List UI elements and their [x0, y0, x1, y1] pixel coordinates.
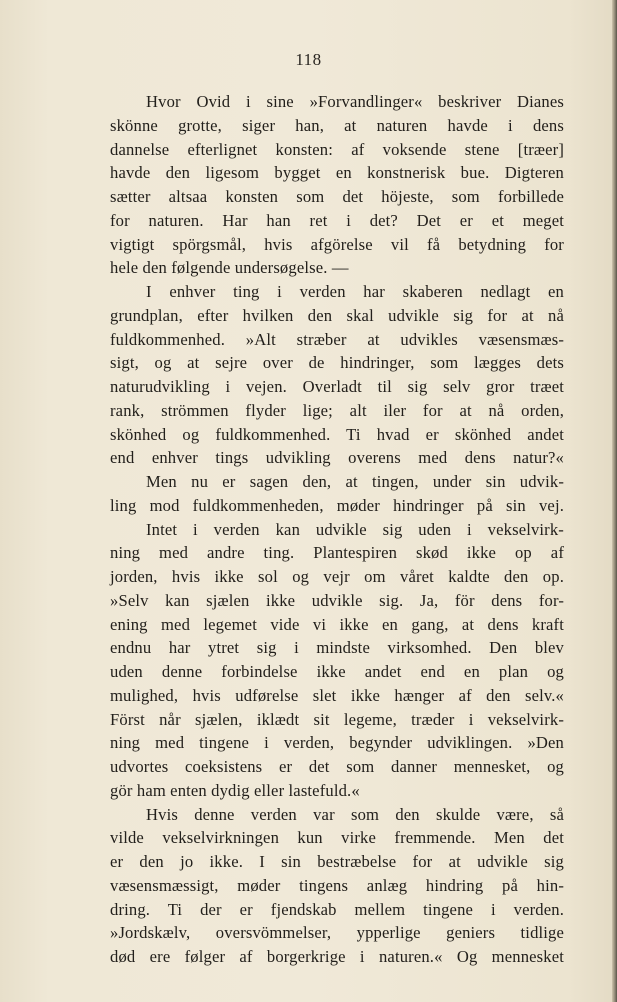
text-line: ling mod fuldkommenheden, møder hindringer på sin vej.: [110, 495, 564, 515]
text-line: Intet i verden kan udvikle sig uden i vekselvirk-: [146, 519, 564, 539]
text-line: vigtigt spörgsmål, hvis afgörelse vil få betydning for: [110, 234, 564, 254]
text-line: for naturen. Har han ret i det? Det er et meget: [110, 210, 564, 230]
text-line: ning med tingene i verden, begynder udviklingen. »Den: [110, 733, 564, 753]
text-line: ening med legemet vide vi ikke en gang, at dens kraft: [110, 614, 564, 634]
text-line: havde den ligesom bygget en konstnerisk bue. Digteren: [110, 163, 564, 183]
page-edge: [612, 0, 617, 1002]
text-line: sigt, og at sejre over de hindringer, som lægges dets: [110, 353, 564, 373]
text-line: skönne grotte, siger han, at naturen havde i dens: [110, 115, 564, 135]
text-line: I enhver ting i verden har skaberen nedlagt en: [146, 282, 564, 301]
text-line: naturudvikling i vejen. Overladt til sig selv gror træet: [110, 377, 564, 396]
text-line: jorden, hvis ikke sol og vejr om våret kaldte den op.: [110, 567, 564, 586]
text-line: væsensmæssigt, møder tingens anlæg hindring på hin-: [110, 875, 564, 895]
text-line: er den jo ikke. I sin bestræbelse for at udvikle sig: [110, 852, 564, 871]
text-line: sætter altsaa konsten som det höjeste, som forbillede: [110, 187, 564, 206]
text-line: død ere følger af borgerkrige i naturen.« Og mennesket: [110, 947, 564, 966]
text-line: hele den følgende undersøgelse. —: [110, 258, 349, 278]
text-line: rank, strömmen flyder lige; alt iler for at nå orden,: [110, 400, 564, 420]
text-line: »Jordskælv, oversvömmelser, ypperlige geniers tidlige: [110, 923, 564, 943]
text-line: vilde vekselvirkningen kun virke fremmende. Men det: [110, 828, 564, 848]
text-line: mulighed, hvis udførelse slet ikke hænger af den selv.«: [110, 685, 564, 705]
text-line: udvortes coeksistens er det som danner mennesket, og: [110, 757, 564, 776]
text-line: ning med andre ting. Plantespiren skød ikke op af: [110, 543, 564, 563]
text-line: dring. Ti der er fjendskab mellem tingene i verden.: [110, 899, 564, 919]
text-line: endnu har ytret sig i mindste virksomhed. Den blev: [110, 638, 564, 658]
text-line: uden denne forbindelse ikke andet end en plan og: [110, 662, 564, 681]
text-line: Först når sjælen, iklædt sit legeme, træder i vekselvirk-: [110, 709, 564, 729]
text-line: end enhver tings udvikling overens med dens natur?«: [110, 448, 564, 468]
text-line: Hvor Ovid i sine »Forvandlinger« beskriver Dianes: [146, 92, 564, 111]
page-number: 118: [295, 50, 322, 69]
text-line: skönhed og fuldkommenhed. Ti hvad er skönhed andet: [110, 424, 564, 444]
text-line: »Selv kan sjælen ikke udvikle sig. Ja, för dens for-: [110, 590, 564, 610]
text-line: grundplan, efter hvilken den skal udvikle sig for at nå: [110, 305, 564, 325]
text-line: Hvis denne verden var som den skulde være, så: [146, 804, 564, 824]
body-text: [110, 90, 564, 969]
text-line: fuldkommenhed. »Alt stræber at udvikles væsensmæs-: [110, 329, 564, 349]
text-line: gör ham enten dydig eller lastefuld.«: [110, 780, 360, 800]
text-line: Men nu er sagen den, at tingen, under sin udvik-: [146, 472, 564, 491]
text-line: dannelse efterlignet konsten: af voksende stene [træer]: [110, 139, 564, 159]
